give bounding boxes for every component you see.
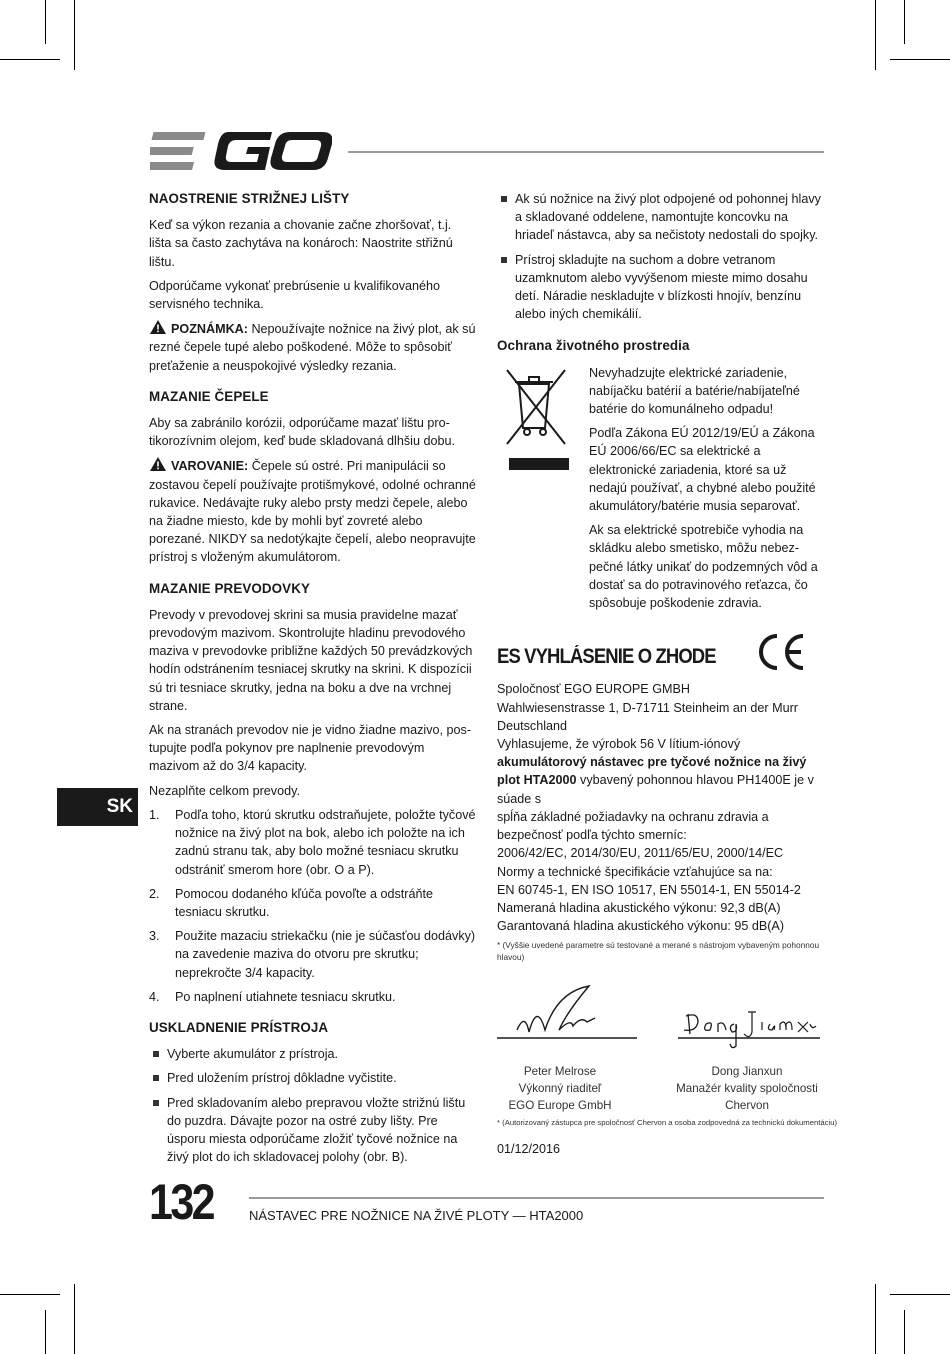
- gearbox-p3: Nezaplňte celkom prevody.: [149, 783, 300, 798]
- requirements: spĺňa základné požiadavky na ochranu zdravia a bezpečnosť podľa týchto smerníc:: [497, 809, 769, 843]
- crop-mark: [0, 59, 60, 60]
- environment-block: [497, 364, 825, 613]
- ego-logo: [150, 130, 332, 172]
- env-p1: Nevyhadzujte elektrické zariadenie, nabíjačku batérií a batérie/nabíjateľné batérie do komunálneho odpadu!: [589, 365, 800, 417]
- gearbox-p2: Ak na stranách prevodov nie je vidno žiadne mazivo, postupujte podľa pokynov pre naplnenie prevodovým mazivom až do 3/4 kapacity.: [149, 723, 472, 774]
- footer-title: NÁSTAVEC PRE NOŽNICE NA ŽIVÉ PLOTY — HTA2000: [249, 1208, 584, 1223]
- page-number: 132: [149, 1174, 214, 1230]
- signatory-role: Manažér kvality spoločnosti: [676, 1082, 818, 1095]
- product-name: akumulátorový nástavec pre tyčové nožnice na živý plot HTA2000: [497, 755, 807, 788]
- crop-mark: [74, 1284, 75, 1354]
- language-tab: [57, 788, 138, 826]
- gearbox-p1: Prevody v prevodovej skrini sa musia pravidelne mazať prevodovým mazivom. Skontrolujte hladinu prevodového maziva v prevodovke približne každých 50 prevádzkových hodín odstránením tesniacej skrutky na skrini. K dispozícii sú tri tesniace skrutky, jedna na boku a dve na vrchnej strane.: [149, 607, 473, 713]
- heading-storage: USKLADNENIE PRÍSTROJA: [149, 1019, 329, 1035]
- heading-environment: Ochrana životného prostredia: [497, 338, 690, 354]
- signatory-role: Výkonný riaditeľ: [518, 1082, 602, 1095]
- list-item: 1. Podľa toho, ktorú skrutku odstraňujete, položte tyčové nožnice na živý plot na bok, alebo ich položte na ich zadnú stranu tak, aby bolo možné tesniacu skrutku odstrániť smerom hore (obr. O a P).: [149, 807, 476, 877]
- storage-list: [149, 1045, 477, 1166]
- footer-rule: [249, 1197, 824, 1199]
- list-item: 3. Použite mazaciu striekačku (nie je súčasťou dodávky) na zavedenie maziva do otvoru pre skrutku; neprekročte 3/4 kapacity.: [149, 929, 476, 980]
- signature-footnote: * (Autorizovaný zástupca pre spoločnosť Chervon a osoba zodpovedná za technickú dokumentáciu): [497, 1118, 838, 1127]
- list-item: Prístroj skladujte na suchom a dobre vetranom uzamknutom alebo vyvýšenom mieste mimo dosahu detí. Náradie neskladujte v blízkosti hnojív, benzínu alebo iných chemikálií.: [497, 251, 825, 324]
- list-item: Pred uložením prístroj dôkladne vyčistite.: [149, 1069, 477, 1087]
- crop-mark: [890, 1294, 950, 1295]
- declaration: [497, 640, 825, 963]
- crop-mark: [904, 0, 905, 44]
- address: Wahlwiesenstrasse 1, D-71711 Steinheim an der Murr: [497, 700, 798, 715]
- guaranteed-level: Garantovaná hladina akustického výkonu: 95 dB(A): [497, 919, 785, 934]
- warning-icon: [149, 319, 167, 335]
- crop-mark: [74, 0, 75, 70]
- signatory-org: Chervon: [725, 1099, 769, 1112]
- left-column: [149, 190, 477, 1172]
- declare-intro: Vyhlasujeme, že výrobok 56 V lítium-iónový: [497, 737, 741, 752]
- note-text: Nepoužívajte nožnice na živý plot, ak sú rezné čepele tupé alebo poškodené. Môže to spôsobiť preťaženie a neuspokojivé výsledky rezania.: [149, 322, 476, 373]
- note: [149, 319, 477, 375]
- language-tab-label: SK: [106, 796, 133, 817]
- heading-sharpen: NAOSTRENIE STRIŽNEJ LIŠTY: [149, 191, 350, 206]
- list-item: 2. Pomocou dodaného kľúča povoľte a odstráňte tesniacu skrutku.: [149, 886, 433, 919]
- gearbox-steps: [149, 806, 477, 1006]
- signatory-name: Peter Melrose: [523, 1065, 597, 1078]
- sharpen-p1: Keď sa výkon rezania a chovanie začne zhoršovať, t.j. lišta sa často zachytáva na konároch: Naostrite střižnú lištu.: [149, 218, 453, 269]
- env-p2: Podľa Zákona EÚ 2012/19/EÚ a Zákona EÚ 2006/66/EC sa elektrické a elektronické zariadenia, ktoré sa už nedajú používať, a chybné alebo použité akumulátory/batérie musia separovať.: [589, 426, 816, 514]
- crop-mark: [875, 0, 876, 70]
- list-item: 4. Po naplnení utiahnete tesniacu skrutku.: [149, 989, 396, 1004]
- norms: EN 60745-1, EN ISO 10517, EN 55014-1, EN 55014-2: [497, 882, 801, 897]
- right-column: [497, 190, 825, 963]
- warning-text: Čepele sú ostré. Pri manipulácii so zostavou čepelí používajte protišmykové, odolné ochranné rukavice. Nedávajte ruky alebo prsty medzi čepele, alebo na žiadne miesto, kde by mohli byť zovreté alebo porezané. NIKDY sa nedotýkajte čepelí, alebo neopravujte prístroj s vloženým akumulátorom.: [149, 459, 476, 565]
- signature-right: [678, 996, 820, 1056]
- country: Deutschland: [497, 718, 568, 733]
- ce-mark: [755, 632, 807, 672]
- signatory-right: [663, 1063, 831, 1114]
- directives: 2006/42/EC, 2014/30/EU, 2011/65/EU, 2000/14/EC: [497, 846, 784, 861]
- company: Spoločnosť EGO EUROPE GMBH: [497, 682, 690, 697]
- blade-p1: Aby sa zabránilo korózii, odporúčame mazať lištu protikorozívnim olejom, keď bude skladovaná dlhšiu dobu.: [149, 416, 455, 449]
- product-tail: vybavený pohonnou hlavou PH1400E je v súade s: [497, 773, 814, 806]
- storage-cont-list: [497, 190, 825, 323]
- signatory-org: EGO Europe GmbH: [508, 1099, 612, 1112]
- measured-level: Nameraná hladina akustického výkonu: 92,3 dB(A): [497, 900, 781, 915]
- warning-icon: [149, 456, 167, 472]
- header-rule: [348, 151, 824, 153]
- signatory-left: [480, 1063, 640, 1114]
- crop-mark: [45, 1310, 46, 1354]
- sharpen-p2: Odporúčame vykonať prebrúsenie u kvalifikovaného servisného technika.: [149, 278, 441, 312]
- heading-blade: MAZANIE ČEPELE: [149, 388, 269, 404]
- weee-bin-icon: [503, 366, 569, 470]
- heading-declaration: ES VYHLÁSENIE O ZHODE: [497, 645, 716, 669]
- crop-mark: [875, 1284, 876, 1354]
- env-p3: Ak sa elektrické spotrebiče vyhodia na skládku alebo smetisko, môžu nebezpečné látky unikať do podzemných vôd a dostať sa do potravinového reťazca, čo spôsobuje poškodenie zdravia.: [589, 523, 818, 611]
- crop-mark: [904, 1310, 905, 1354]
- crop-mark: [890, 59, 950, 60]
- warning: [149, 456, 477, 566]
- list-item: Ak sú nožnice na živý plot odpojené od pohonnej hlavy a skladované oddelene, namontujte koncovku na hriadeľ nástavca, aby sa nečistoty nedostali do spojky.: [497, 190, 825, 245]
- crop-mark: [0, 1294, 60, 1295]
- signatory-name: Dong Jianxun: [711, 1065, 783, 1078]
- note-label: POZNÁMKA:: [171, 322, 248, 337]
- product: [497, 753, 825, 808]
- environment-text: [589, 364, 825, 613]
- list-item: Vyberte akumulátor z prístroja.: [149, 1045, 477, 1063]
- crop-mark: [45, 0, 46, 44]
- declaration-footnote: * (Vyššie uvedené parametre sú testované a merané s nástrojom vybaveným pohonnou hlavou): [497, 940, 820, 963]
- list-item: Pred skladovaním alebo prepravou vložte strižnú lištu do puzdra. Dávajte pozor na ostré zuby lišty. Pre úsporu miesta odporúčame zložiť tyčové nožnice na živý plot do ich skladovacej polohy (obr. B).: [149, 1094, 477, 1167]
- warning-label: VAROVANIE:: [171, 459, 249, 474]
- heading-gearbox: MAZANIE PREVODOVKY: [149, 580, 311, 596]
- norms-intro: Normy a technické špecifikácie vzťahujúce sa na:: [497, 864, 773, 879]
- signature-left: [497, 982, 637, 1042]
- declaration-date: 01/12/2016: [497, 1142, 561, 1156]
